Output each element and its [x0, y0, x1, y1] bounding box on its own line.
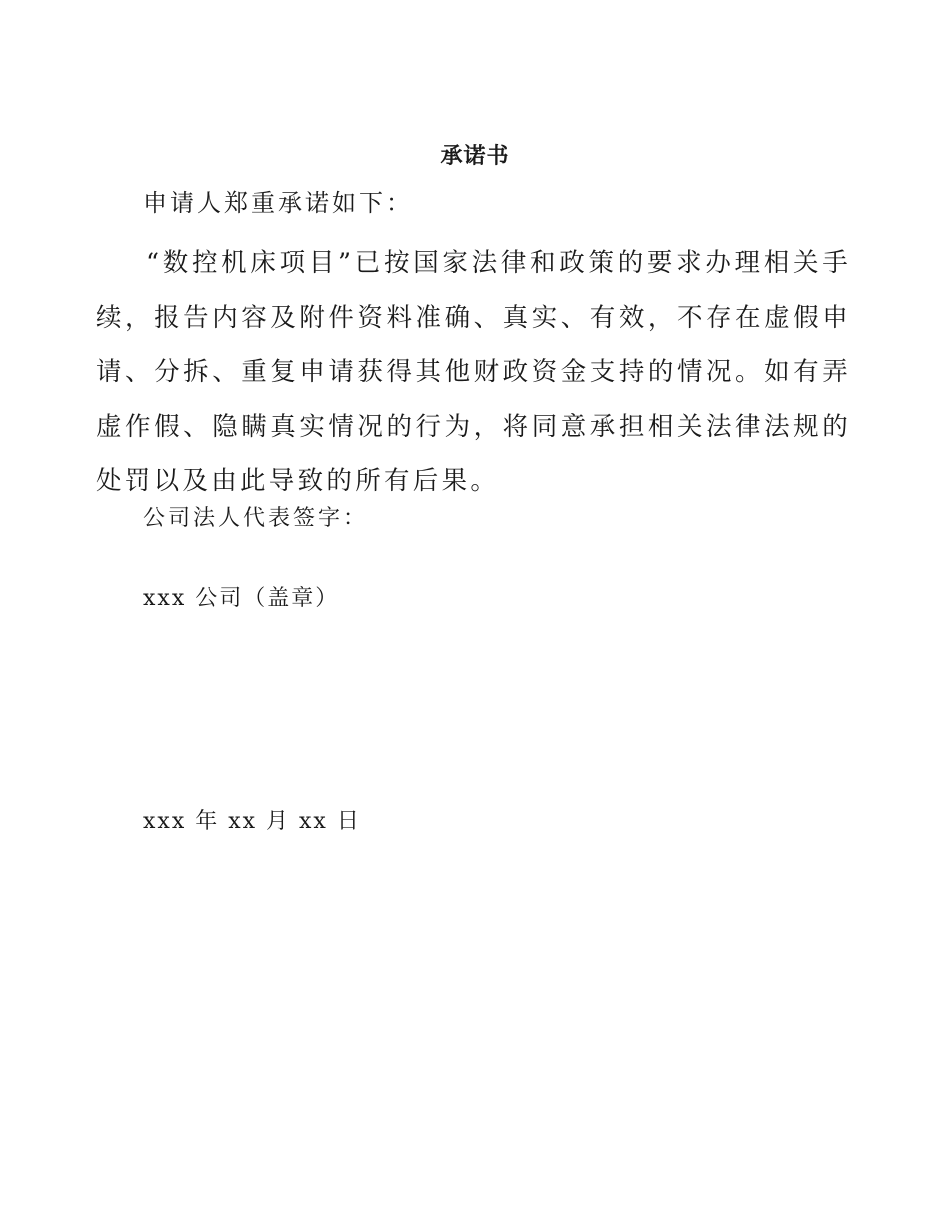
- company-stamp-line: xxx 公司（盖章）: [143, 586, 340, 611]
- date-line: xxx 年 xx 月 xx 日: [143, 809, 361, 834]
- signature-label: 公司法人代表签字：: [143, 506, 369, 531]
- commitment-paragraph: “数控机床项目”已按国家法律和政策的要求办理相关手续，报告内容及附件资料准确、真实、有效，不存在虚假申请、分拆、重复申请获得其他财政资金支持的情况。如有弄虚作假、隐瞒真实情况的行为，将同意承担相关法律法规的处罚以及由此导致的所有后果。: [96, 248, 851, 496]
- intro-statement: 申请人郑重承诺如下：: [143, 189, 413, 217]
- document-title: 承诺书: [440, 144, 510, 169]
